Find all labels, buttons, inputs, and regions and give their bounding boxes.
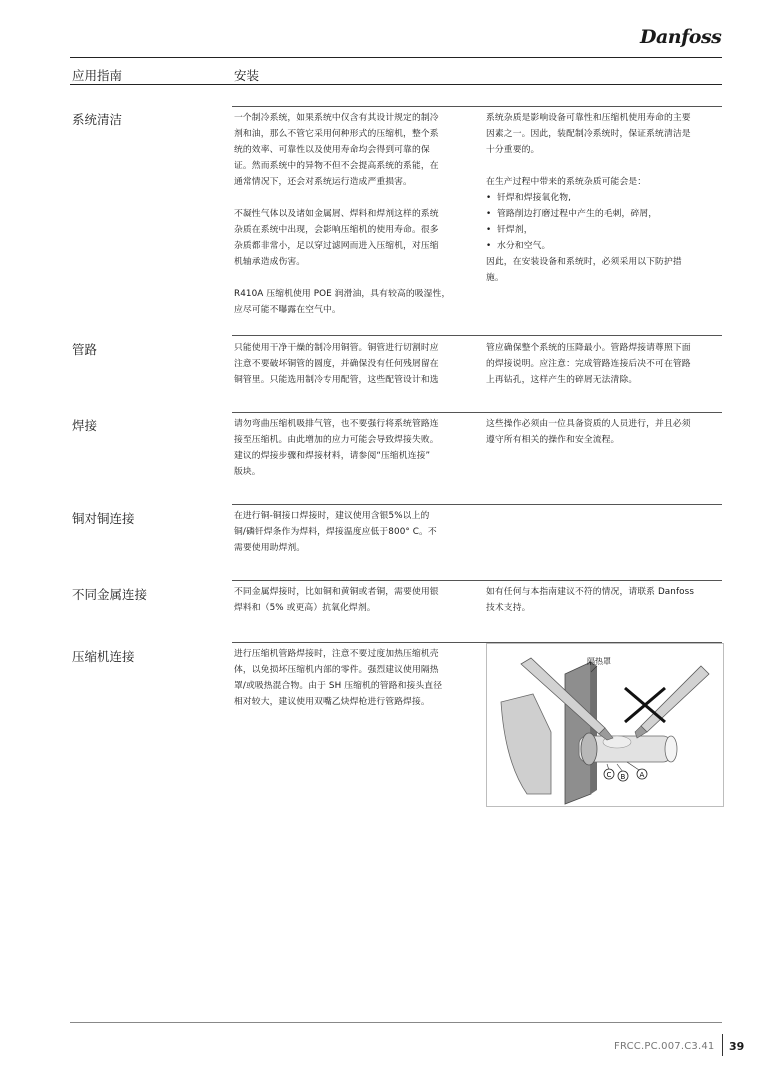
leader-a	[627, 762, 639, 770]
section-rule-copper	[232, 504, 722, 505]
dissimilar-col2: 如有任何与本指南建议不符的情况，请联系 Danfoss 技术支持。	[486, 587, 695, 613]
list-item: • 水分和空气。	[486, 238, 726, 254]
section-title-cleaning: 系统清洁	[72, 112, 123, 127]
footer-rule	[70, 1022, 722, 1023]
label-b: B	[620, 773, 626, 781]
copper-col1: 在进行铜-铜接口焊接时，建议使用含银5%以上的 铜/磷钎焊条作为焊料，焊接温度应低于800° C。不 需要使用助焊剂。	[234, 511, 437, 553]
list-item: • 钎焊剂，	[486, 222, 726, 238]
section-title-dissimilar: 不同金属连接	[72, 587, 148, 602]
section-rule-dissimilar	[232, 580, 722, 581]
section-title-brazing: 焊接	[72, 418, 98, 433]
cleaning-col1: 一个制冷系统，如果系统中仅含有其设计规定的制冷 剂和油，那么不管它采用何种形式的压缩机，整个系 统的效率、可靠性以及使用寿命均会得到可靠的保 证。然而系统中的异物不但不会提高系统的系能，在 通常情况下，还会对系统运行造成严重损害。 不凝性气体以及诸如金属屑、焊料和焊剂这样的系统 杂质在系统中出现，会影响压缩机的使用寿命。很多 杂质都非常小，足以穿过滤网而进入压缩机，对压缩 机轴承造成伤害。 R410A 压缩机使用 POE 润滑油，具有较高的吸湿性， 应尽可能不曝露在空气中。	[234, 113, 451, 315]
danfoss-logo: Danfoss	[640, 26, 722, 48]
impurity-intro: 在生产过程中带来的系统杂质可能会是：	[486, 177, 647, 187]
pipe-end-shape	[665, 736, 677, 762]
section-title-compressor: 压缩机连接	[72, 649, 135, 664]
piping-col2: 管应确保整个系统的压降最小。管路焊接请尊照下面 的焊接说明。应注意：完成管路连接后决不可在管路 上再钻孔，这样产生的碎屑无法清除。	[486, 343, 691, 385]
label-c: C	[606, 771, 612, 779]
list-item: • 管路削边打磨过程中产生的毛刺，碎屑，	[486, 206, 726, 222]
section-title-piping: 管路	[72, 342, 98, 357]
impurity-list	[486, 190, 726, 254]
label-a: A	[639, 771, 645, 779]
piping-col1: 只能使用干净干燥的制冷用铜管。铜管进行切割时应 注意不要破坏铜管的圆度，并确保没有任何残屑留在 铜管里。只能选用制冷专用配管，这些配管设计和选	[234, 343, 439, 385]
dissimilar-col1: 不同金属焊接时，比如铜和黄铜或者铜，需要使用银 焊料和（5% 或更高）抗氧化焊剂。	[234, 587, 439, 613]
header-bottom-rule	[70, 84, 722, 85]
section-rule-piping	[232, 335, 722, 336]
cleaning-col2: 系统杂质是影响设备可靠性和压缩机使用寿命的主要 因素之一。因此，装配制冷系统时，保证系统清洁是 十分重要的。 在生产过程中带来的系统杂质可能会是： • 钎焊和焊接氧化物, • 管路削边打磨过程中产生的毛刺，碎屑， • 钎焊剂， • 水分和空气。 因此，在安装设备和系统时，必须采用以下防护措 施。	[486, 110, 726, 286]
page-number: 39	[729, 1040, 745, 1053]
header-guide-label: 应用指南	[72, 68, 123, 83]
header-top-rule	[70, 57, 722, 58]
compressor-col1: 进行压缩机管路焊接时，注意不要过度加热压缩机壳 体，以免损坏压缩机内部的零件。强烈建议使用隔热 罩/或吸热混合物。由于 SH 压缩机的管路和接头直径 相对较大，建议使用双嘴乙炔焊枪进行管路焊接。	[234, 649, 443, 707]
section-rule-brazing	[232, 412, 722, 413]
list-item: • 钎焊和焊接氧化物,	[486, 190, 726, 206]
brazing-illustration-svg	[487, 644, 723, 806]
section-title-copper: 铜对铜连接	[72, 511, 135, 526]
document-number: FRCC.PC.007.C3.41	[614, 1041, 715, 1052]
brazing-illustration	[486, 643, 724, 807]
label-heat-shield: 隔热罩	[587, 657, 611, 666]
compressor-shell-shape	[501, 694, 551, 794]
section-rule-cleaning	[232, 106, 722, 107]
brazing-col1: 请勿弯曲压缩机吸排气管，也不要强行将系统管路连 接至压缩机。由此增加的应力可能会导致焊接失败。 建议的焊接步骤和焊接材料，请参阅“压缩机连接” 版块。	[234, 419, 439, 477]
brazing-col2: 这些操作必须由一位具备资质的人员进行，并且必须 遵守所有相关的操作和安全流程。	[486, 419, 691, 445]
header-section-label: 安装	[234, 68, 260, 83]
page-number-separator	[722, 1034, 723, 1056]
pipe-fitting-shape	[581, 733, 597, 765]
